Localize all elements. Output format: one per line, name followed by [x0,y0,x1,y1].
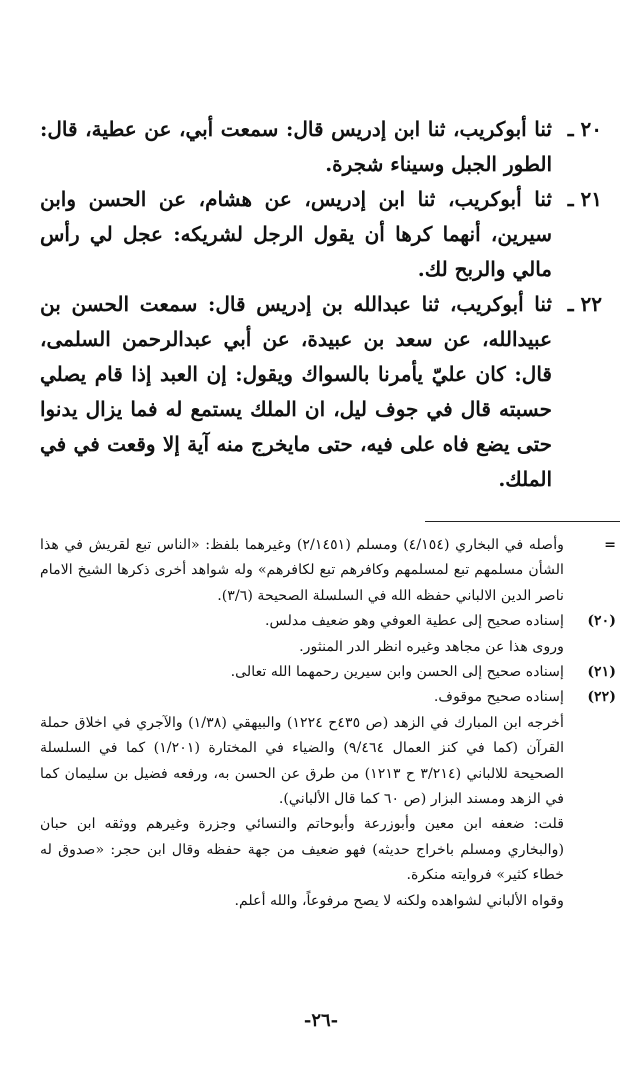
hadith-number: ٢١ ـ [567,187,602,211]
footnote-separator [425,521,620,522]
hadith-22 [40,287,602,497]
footnote-line: أخرجه ابن المبارك في الزهد (ص ٤٣٥ح ١٢٢٤) والبيهقي (١/٣٨) والآجري في اخلاق حملة القرآن (كما في كنز العمال ٩/٤٦٤) والضياء في المختارة (١/٢٠١) كما في السلسلة الصحيحة للالباني (٣/٢١٤ ح ١٢١٣) من طرق عن الحسن به، ورفعه فضيل بن سليمان كما في الزهد ومسند البزار (ص ٦٠ كما قال الألباني). [40,714,565,808]
hadith-20 [40,112,602,182]
footnote-line: وقواه الألباني لشواهده ولكنه لا يصح مرفوعاً، والله أعلم. [234,892,564,909]
hadith-number: ٢٠ ـ [567,117,602,141]
footnote-marker: (٢١) [587,664,616,681]
hadith-text: ثنا أبوكريب، ثنا عبدالله بن إدريس قال: سمعت الحسن بن عبيدالله، عن سعد بن عبيدة، عن أبي عبدالرحمن السلمى، قال: كان عليّ يأمرنا بالسواك ويقول: إن العبد إذا قام يصلي حسبته قال في جوف ليل، ان الملك يستمع له فما يزال يدنوا حتى يضع فاه على فيه، حتى مايخرج منه آية إلا وقعت في في الملك. [40,292,552,491]
hadith-text: ثنا أبوكريب، ثنا ابن إدريس، عن هشام، عن الحسن وابن سيرين، أنهما كرها أن يقول الرجل لشريكه: عجل لي رأس مالي والربح لك. [40,187,552,281]
footnote-line: إسناده صحيح إلى الحسن وابن سيرين رحمهما الله تعالى. [230,664,564,681]
page-number: -٢٦- [303,1010,339,1031]
hadith-21 [40,182,602,287]
footnote-line: قلت: ضعفه ابن معين وأبوزرعة وأبوحاتم والنسائي وجزرة وغيرهم ووثقه ابن حبان (والبخاري ومسلم باخراج حديثه) فهو ضعيف من جهة حفظه وقال ابن حجر: «صدوق له خطاء كثير» فروايته منكرة. [40,816,564,884]
footnote-21 [40,660,616,685]
hadith-number: ٢٢ ـ [567,292,602,316]
footnote-marker: (٢٠) [587,613,616,630]
footnote-line: إسناده صحيح إلى عطية العوفي وهو ضعيف مدلس. [264,613,564,630]
footnote-line: وأصله في البخاري (٤/١٥٤) ومسلم (٢/١٤٥١) وغيرهما بلفظ: «الناس تبع لقريش في هذا الشأن مسلمهم تبع لمسلمهم وكافرهم تبع لكافرهم» وله شواهد أخرى ذكرها الشيخ الامام ناصر الدين الالباني حفظه الله في السلسلة الصحيحة (٣/٦). [40,537,564,604]
footnote-marker: (٢٢) [587,689,616,706]
footnote-line: إسناده صحيح موقوف. [433,689,564,706]
hadith-text: ثنا أبوكريب، ثنا ابن إدريس قال: سمعت أبي، عن عطية، قال: الطور الجبل وسيناء شجرة. [40,117,552,176]
footnote-22 [40,685,616,914]
footnote-continuation [40,533,616,609]
footnotes [40,533,616,914]
footnote-20 [40,609,616,660]
footnote-line: وروى هذا عن مجاهد وغيره انظر الدر المنثور. [299,638,564,655]
footnote-marker: = [604,537,616,553]
main-text [40,112,602,497]
